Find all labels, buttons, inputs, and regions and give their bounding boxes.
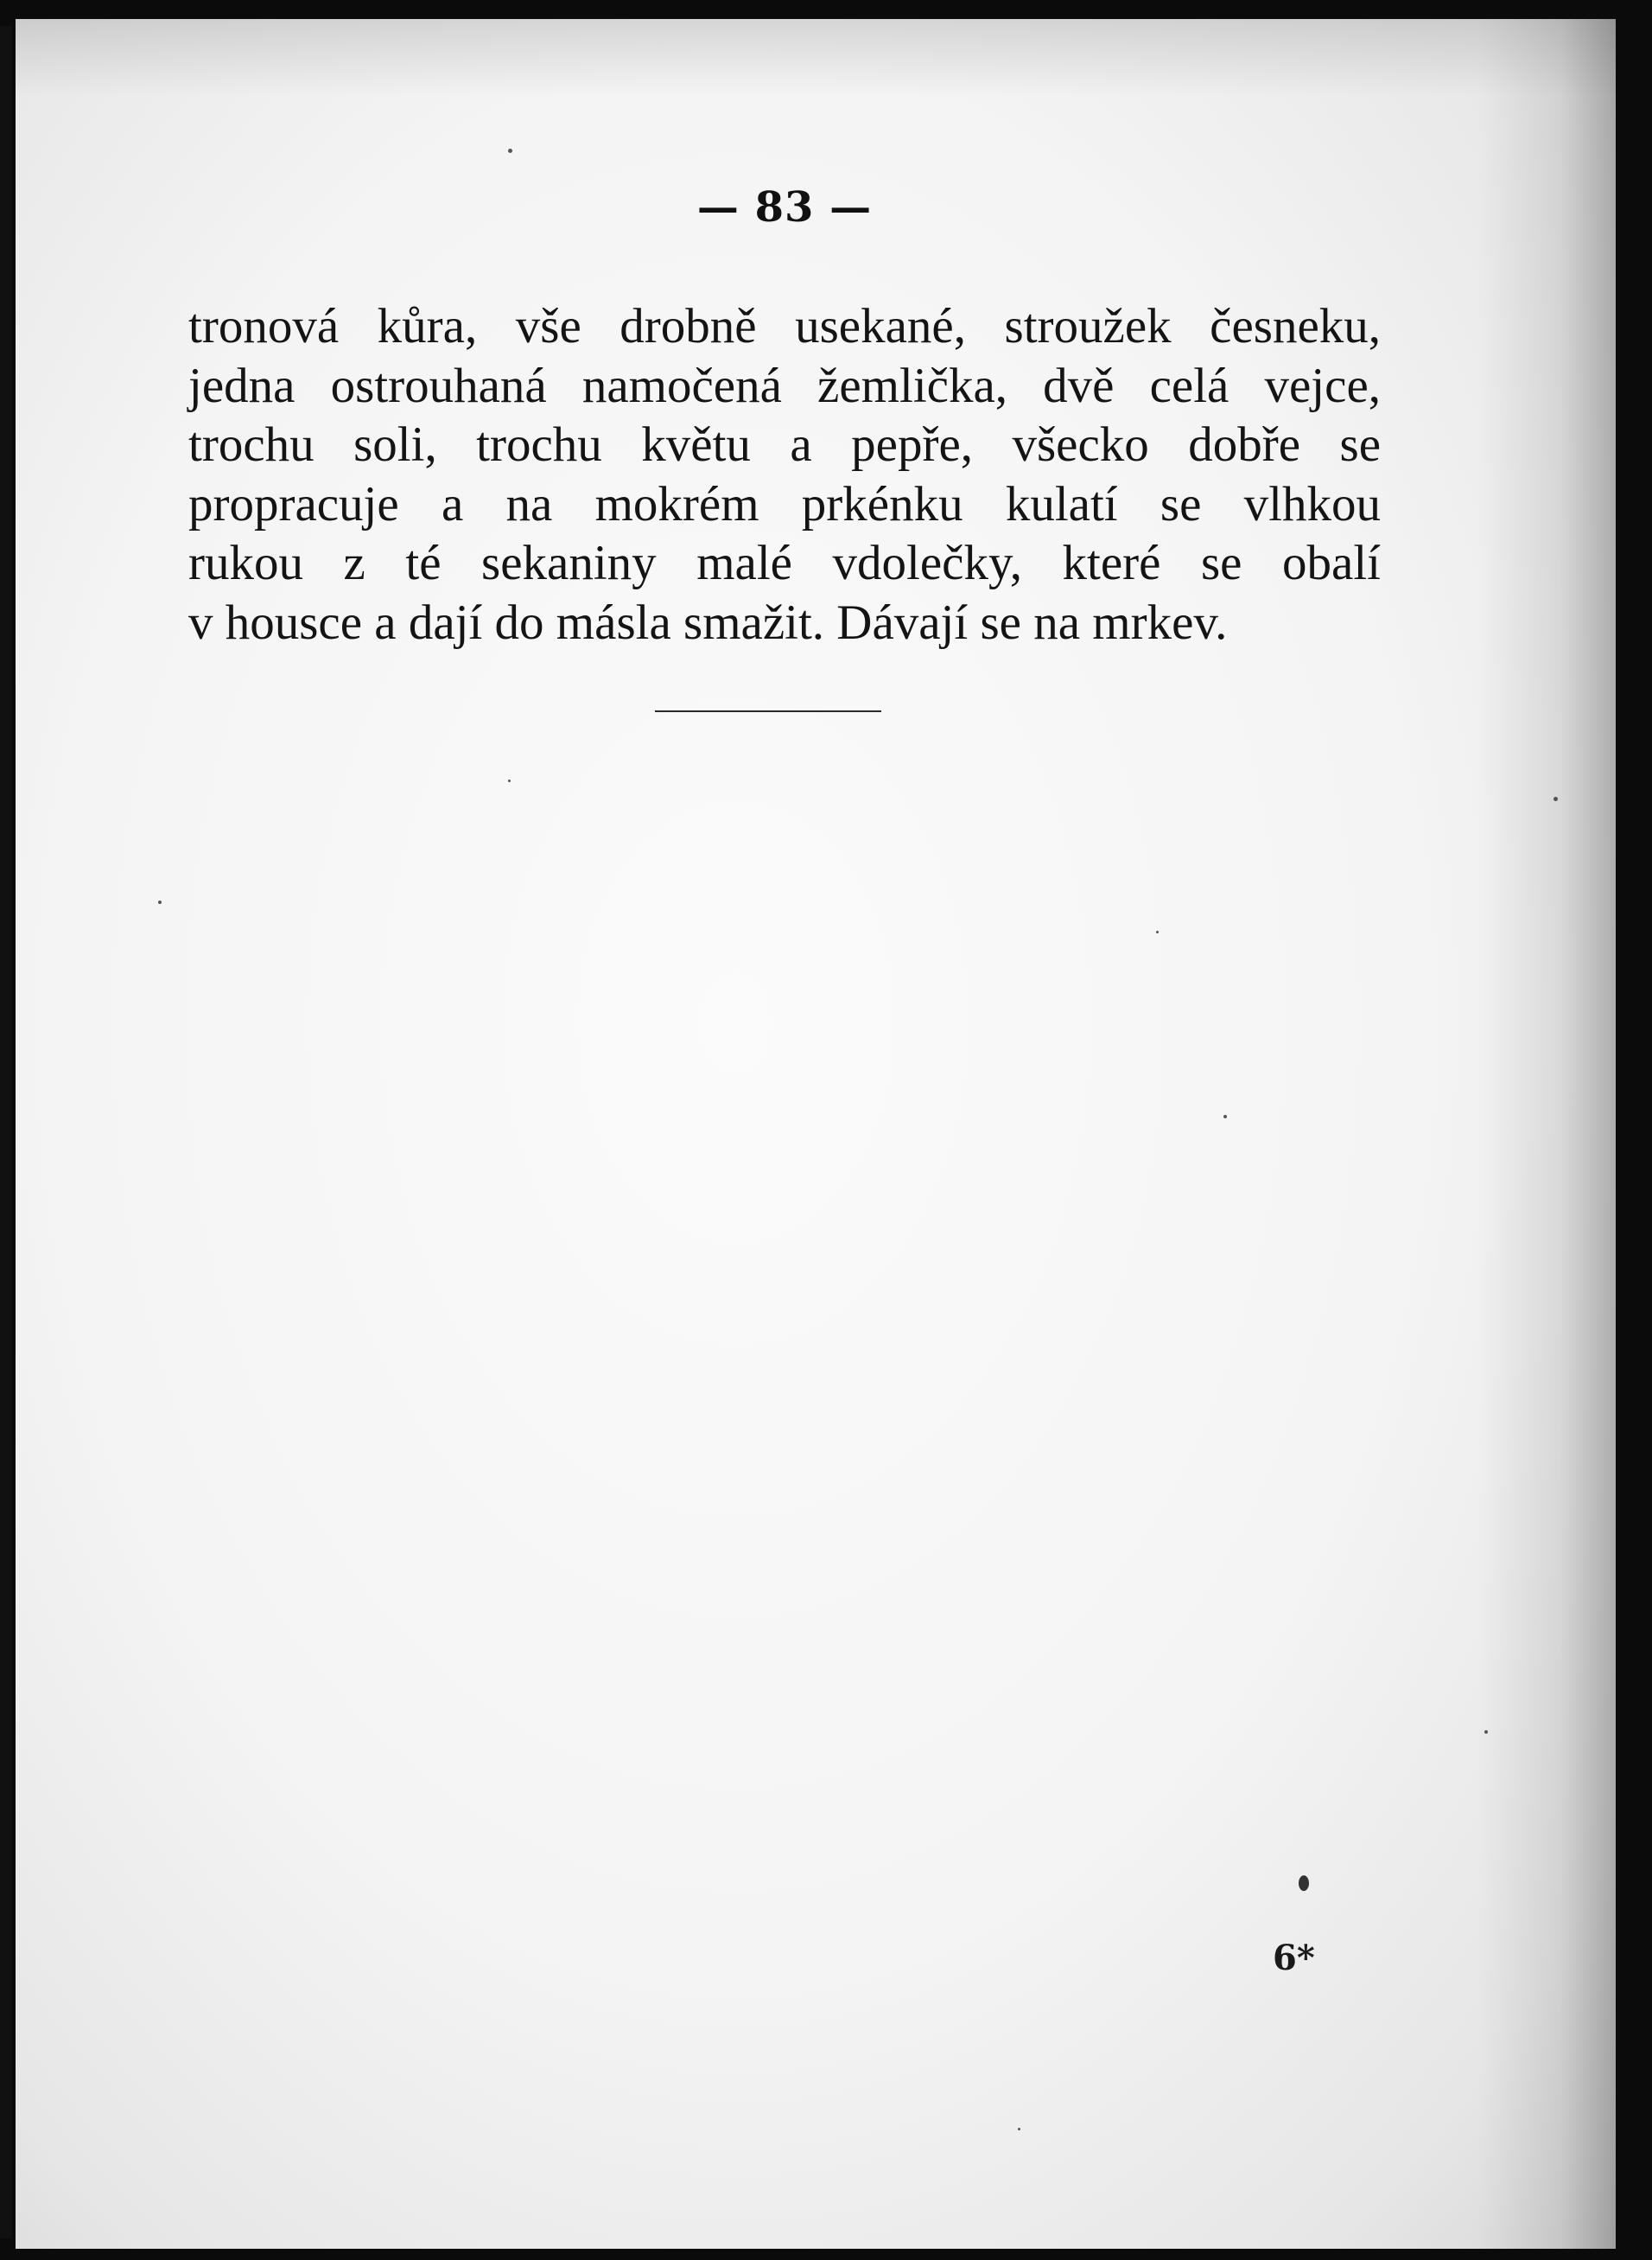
section-end-rule (655, 710, 881, 712)
body-text (188, 297, 1381, 653)
ink-spot (1299, 1875, 1309, 1891)
text-line: v housce a dají do másla smažit. Dávají se na mrkev. (188, 595, 1228, 650)
scan-speck (508, 780, 511, 782)
scan-speck (508, 149, 512, 153)
text-line: rukou z té sekaniny malé vdolečky, které se obalí (188, 536, 1381, 590)
signature-mark: 6* (1273, 1938, 1315, 1978)
text-line: jedna ostrouhaná namočená žemlička, dvě celá vejce, (188, 358, 1381, 413)
book-spine-edge (0, 26, 12, 2238)
text-line: propracuje a na mokrém prkénku kulatí se vlhkou (188, 476, 1381, 532)
text-line: tronová kůra, vše drobně usekané, stroužek česneku, (188, 299, 1381, 353)
scan-speck (1554, 797, 1558, 801)
text-line: trochu soli, trochu květu a pepře, všecko dobře se (188, 417, 1381, 472)
scan-speck (1018, 2128, 1020, 2130)
scan-speck (1156, 931, 1159, 933)
scan-speck (1484, 1730, 1488, 1734)
scan-speck (158, 901, 162, 904)
scan-speck (1223, 1115, 1227, 1118)
book-page (16, 19, 1616, 2249)
page-number: — 83 — (696, 183, 873, 232)
